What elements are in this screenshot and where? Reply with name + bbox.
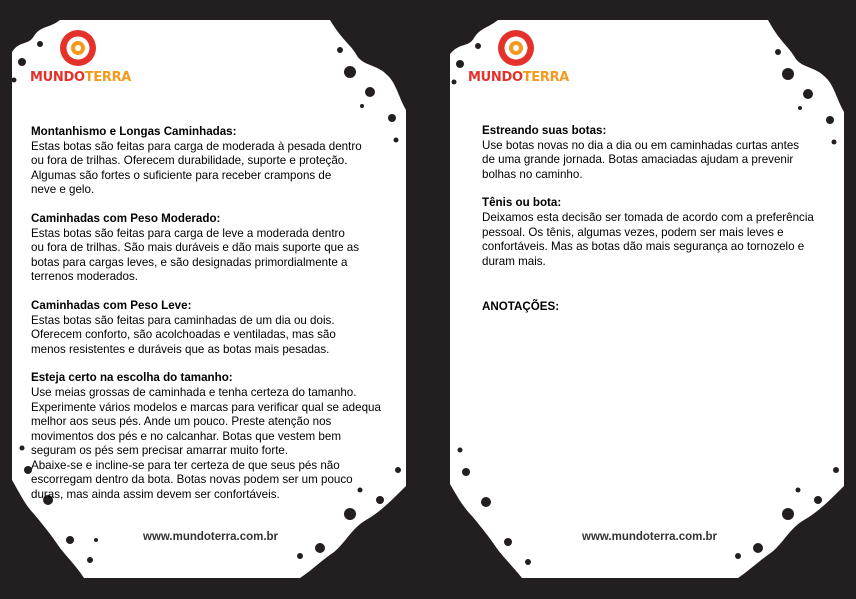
section-tenis-ou-bota xyxy=(482,196,834,269)
section-title: Caminhadas com Peso Moderado: xyxy=(31,211,221,225)
section-title: Esteja certo na escolha do tamanho: xyxy=(31,371,233,385)
logo-wordmark: MUNDOTERRA xyxy=(468,70,570,85)
section-body: Estas botas são feitas para carga de leve a moderada dentro ou fora de trilhas. São mais duráveis e dão mais suporte que as botas para cargas leves, e são designadas primordialmente a terrenos moderados. xyxy=(31,226,360,284)
section-body: Use meias grossas de caminhada e tenha certeza do tamanho. Experimente vários modelos e marcas para verificar qual se adequa melhor aos seus pés. Ande um pouco. Preste atenção nos movimentos dos pés e no calcanhar. Botas que vestem bem seguram os pés sem precisar amarrar muito forte. Abaixe-se e incline-se para ter certeza de que seus pés não escorregam dentro da bota. Botas novas podem ser um pouco duras, mas ainda assim devem ser confortáveis. xyxy=(31,385,381,502)
section-body: Deixamos esta decisão ser tomada de acordo com a preferência pessoal. Os tênis, algumas vezes, podem ser mais leves e confortáveis. Mas as botas dão mais segurança ao tornozelo e duram mais. xyxy=(482,210,814,268)
section-body: Estas botas são feitas para caminhadas de um dia ou dois. Oferecem conforto, são acolchoadas e ventiladas, mas são menos resistentes e duráveis que as botas mais pesadas. xyxy=(31,313,336,356)
section-title: Tênis ou bota: xyxy=(482,196,562,210)
section-title: Caminhadas com Peso Leve: xyxy=(31,298,192,312)
website-url: www.mundoterra.com.br xyxy=(582,531,718,543)
section-montanhismo xyxy=(31,125,403,198)
section-peso-moderado xyxy=(31,212,403,285)
mundoterra-logo xyxy=(468,22,568,92)
section-body: Use botas novas no dia a dia ou em caminhadas curtas antes de uma grande jornada. Botas amaciadas ajudam a prevenir bolhas no caminho. xyxy=(482,138,800,181)
section-tamanho xyxy=(31,371,403,502)
left-page-content xyxy=(31,125,403,517)
section-body: Estas botas são feitas para carga de moderada à pesada dentro ou fora de trilhas. Oferecem durabilidade, suporte e proteção. Algumas são fortes o suficiente para receber crampons de neve e gelo. xyxy=(31,139,362,197)
website-url: www.mundoterra.com.br xyxy=(143,531,279,543)
section-title: Estreando suas botas: xyxy=(482,124,607,137)
mundoterra-logo xyxy=(30,22,130,92)
section-estreando xyxy=(482,124,834,182)
section-title: Montanhismo e Longas Caminhadas: xyxy=(31,125,237,138)
logo-spiral-icon xyxy=(468,22,568,72)
right-page-content xyxy=(482,124,834,283)
notes-heading: ANOTAÇÕES: xyxy=(482,300,560,313)
section-peso-leve xyxy=(31,299,403,357)
logo-spiral-icon xyxy=(30,22,130,72)
logo-wordmark: MUNDOTERRA xyxy=(30,70,132,85)
